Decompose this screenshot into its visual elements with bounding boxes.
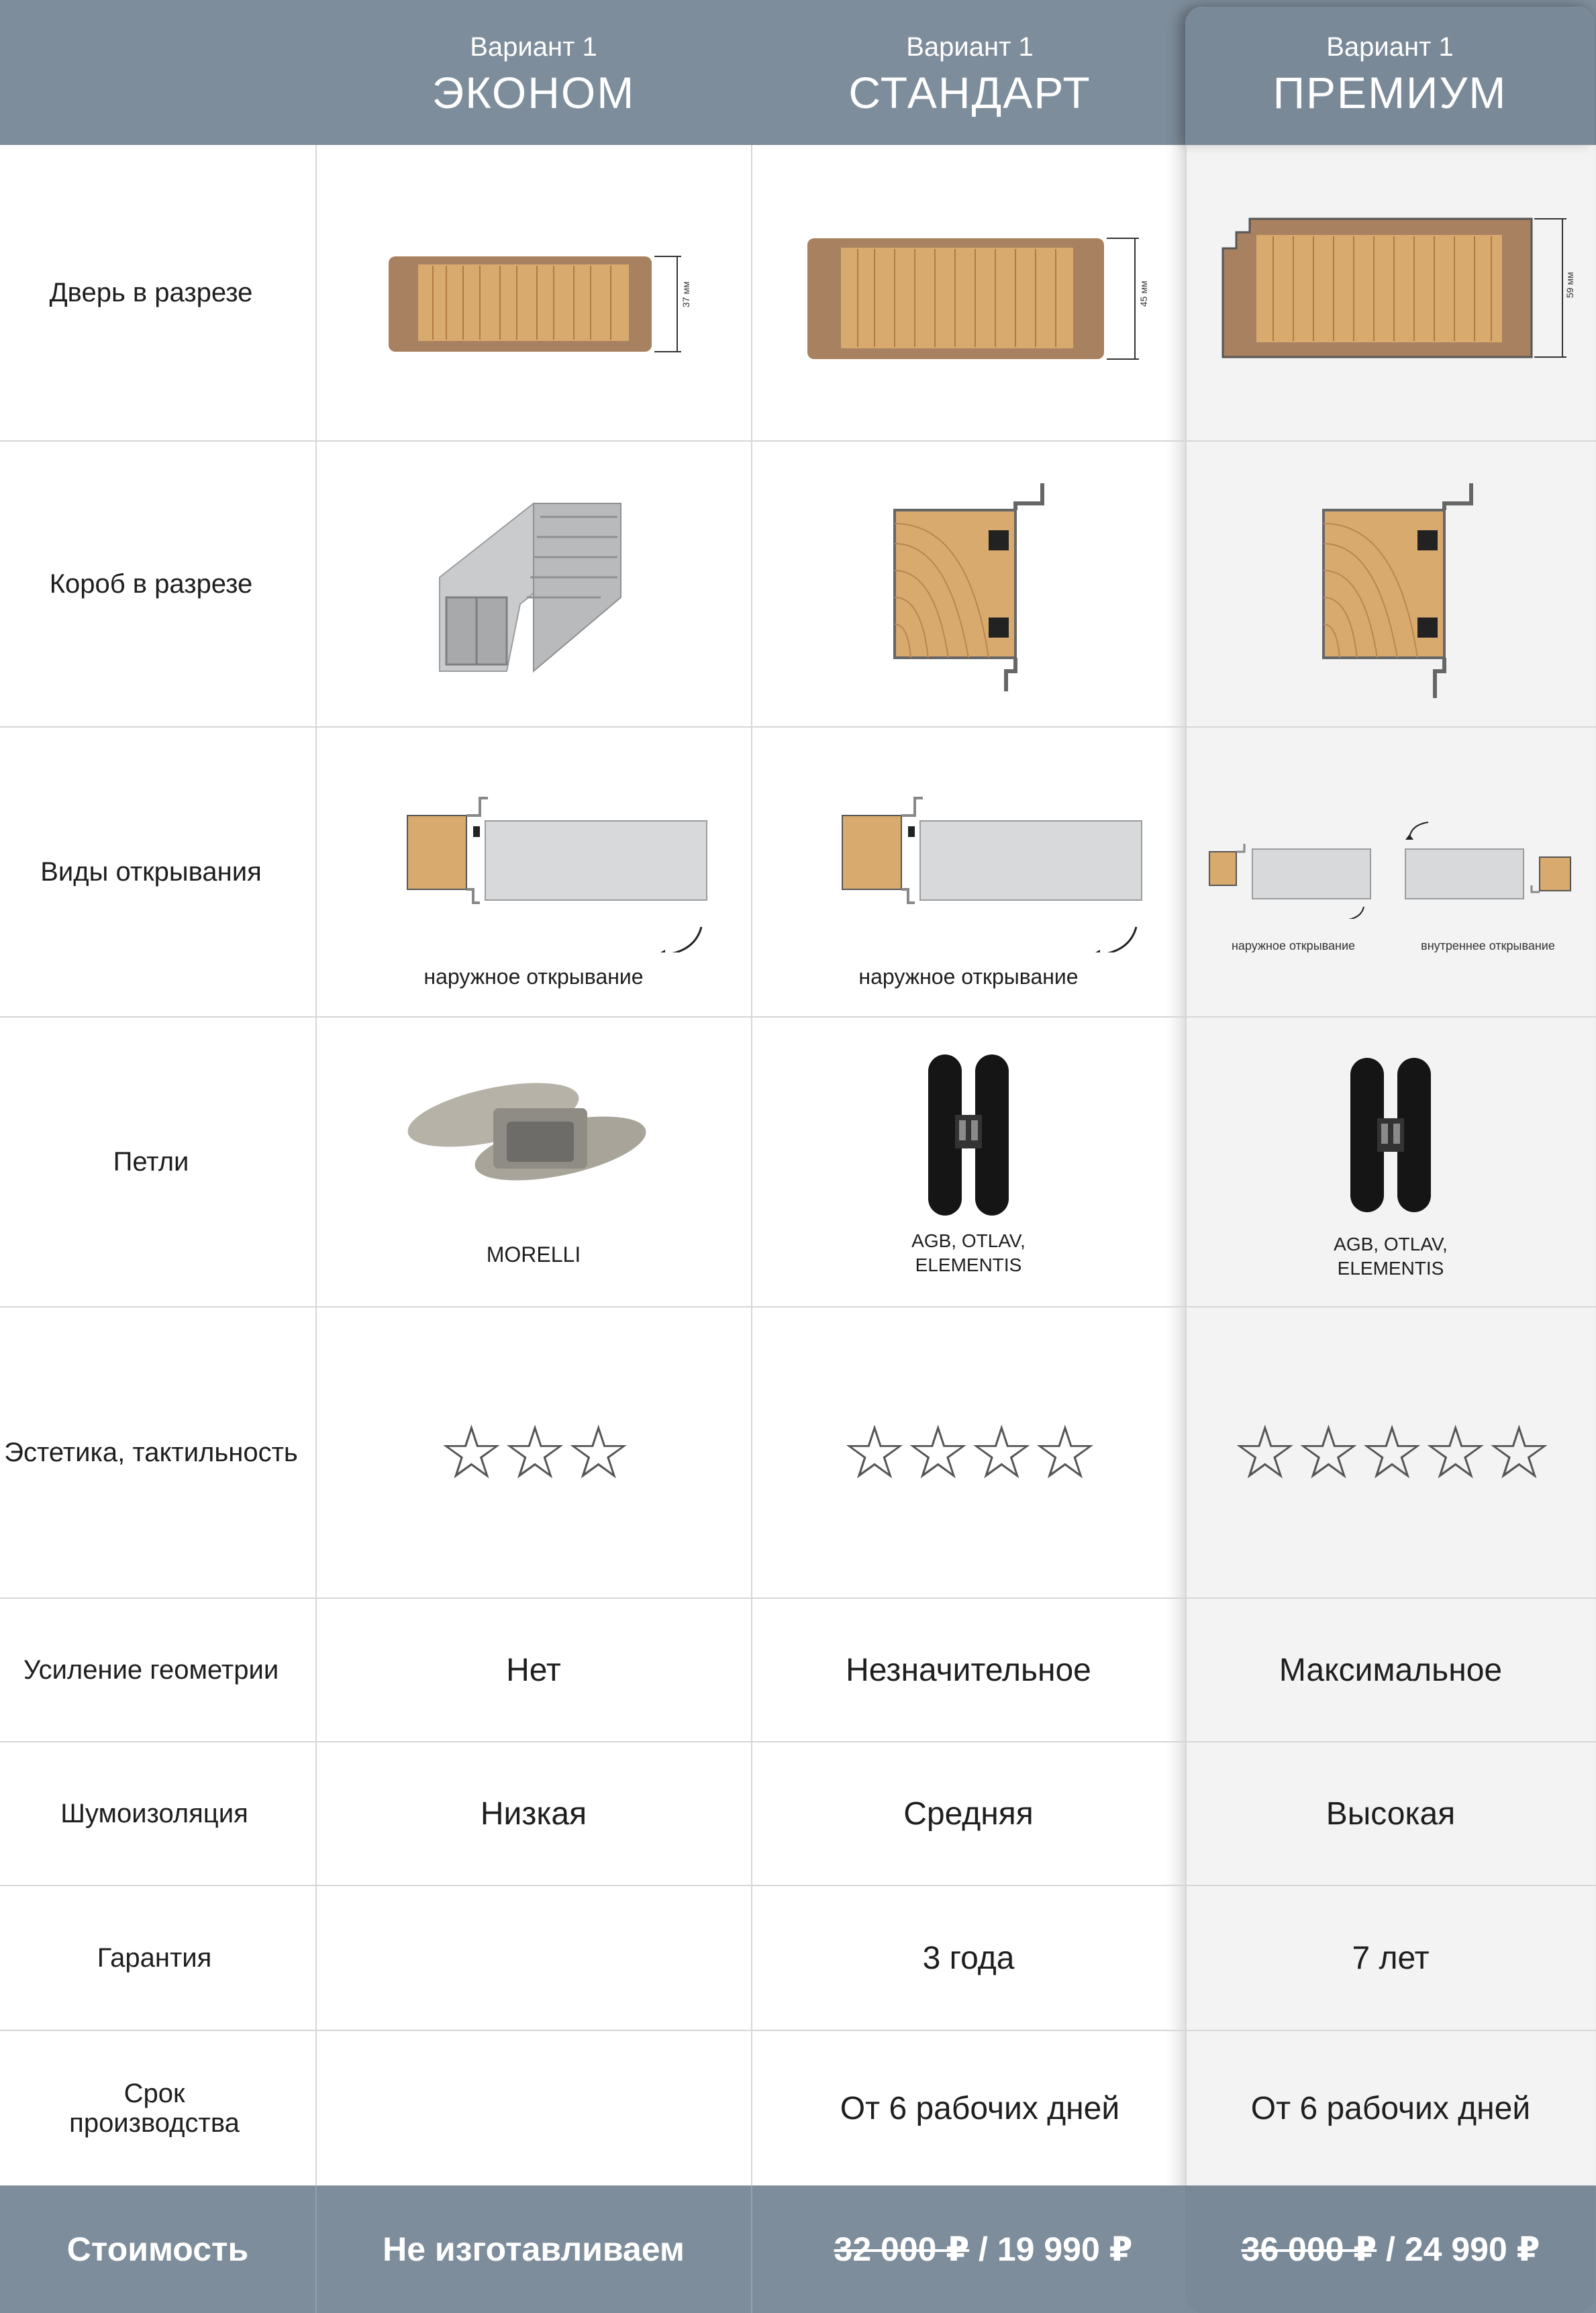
opening-standard-caption: наружное открывание <box>858 965 1079 989</box>
hinge-premium-caption: AGB, OTLAV, ELEMENTIS <box>1334 1234 1448 1279</box>
hinge-econom-block <box>393 1048 675 1276</box>
wood-frame-section-image <box>1290 463 1491 705</box>
warranty-econom <box>315 1886 752 2030</box>
price-econom: Не изготавливаем <box>383 2230 685 2268</box>
price-premium-new: 24 990 ₽ <box>1404 2230 1540 2268</box>
hinge-standard-block <box>854 1041 1083 1283</box>
star-icon: ☆ <box>1422 1412 1486 1494</box>
rating-stars-premium <box>1187 1308 1595 1597</box>
row-label-opening: Виды открывания <box>40 857 262 887</box>
door-section-premium-image <box>1196 205 1585 380</box>
hinge-icon <box>1277 1038 1505 1212</box>
star-icon: ☆ <box>438 1412 502 1494</box>
header-premium <box>1185 0 1595 145</box>
rating-stars-standard <box>752 1308 1185 1597</box>
header-premium-title: ПРЕМИУМ <box>1273 68 1507 117</box>
price-separator: / <box>1377 2230 1405 2268</box>
rating-stars-econom <box>315 1308 752 1597</box>
star-icon: ☆ <box>841 1412 905 1494</box>
price-standard <box>752 2185 1215 2313</box>
door-section-standard-image <box>774 215 1163 370</box>
row-label-noise: Шумоизоляция <box>60 1799 248 1828</box>
header-premium-subtitle: Вариант 1 <box>1326 32 1454 62</box>
door-section-premium <box>1187 145 1595 440</box>
star-icon: ☆ <box>1295 1412 1359 1494</box>
price-standard-new: 19 990 ₽ <box>997 2230 1133 2268</box>
door-dim-econom: 37 мм <box>681 281 691 307</box>
star-icon: ☆ <box>1358 1412 1423 1494</box>
row-label-warranty: Гарантия <box>97 1943 212 1973</box>
noise-premium: Высокая <box>1326 1795 1456 1832</box>
opening-scheme <box>1196 785 1585 919</box>
price-label: Стоимость <box>66 2230 249 2268</box>
hinge-econom <box>315 1018 752 1306</box>
frame-section-standard <box>752 442 1185 726</box>
hinge-premium-block <box>1277 1038 1505 1286</box>
opening-premium-outer-caption: наружное открывание <box>1231 939 1356 952</box>
star-icon: ☆ <box>1232 1412 1296 1494</box>
opening-econom-caption: наружное открывание <box>423 965 644 989</box>
star-icon: ☆ <box>968 1412 1032 1494</box>
production-standard: От 6 рабочих дней <box>840 2090 1120 2126</box>
star-icon: ☆ <box>565 1412 629 1494</box>
star-icon: ☆ <box>1485 1412 1550 1494</box>
opening-premium <box>1187 728 1595 1016</box>
production-econom <box>315 2031 752 2185</box>
header-standard <box>752 0 1188 145</box>
warranty-standard: 3 года <box>922 1940 1015 1976</box>
geometry-econom: Нет <box>506 1652 561 1688</box>
opening-econom-diagram <box>346 751 721 993</box>
row-label-frame-section: Короб в разрезе <box>49 569 253 599</box>
header-econom-subtitle: Вариант 1 <box>470 32 597 62</box>
door-section-econom-image <box>346 226 721 360</box>
hinge-standard <box>752 1018 1185 1306</box>
opening-premium-inner-caption: внутреннее открывание <box>1421 939 1555 952</box>
wood-frame-section-image <box>868 470 1069 698</box>
star-icon: ☆ <box>905 1412 968 1494</box>
frame-section-econom <box>315 442 752 726</box>
row-label-hinges: Петли <box>113 1147 189 1177</box>
aluminium-profile-image <box>399 477 668 691</box>
geometry-standard: Незначительное <box>846 1652 1091 1688</box>
frame-section-premium <box>1187 442 1595 726</box>
door-dim-premium: 59 мм <box>1564 272 1575 298</box>
opening-standard-diagram <box>781 751 1156 993</box>
row-label-door-section: Дверь в разрезе <box>49 278 253 307</box>
warranty-premium: 7 лет <box>1352 1940 1430 1976</box>
door-section-econom <box>315 145 752 440</box>
header-standard-subtitle: Вариант 1 <box>906 32 1034 62</box>
hinge-icon <box>854 1041 1083 1216</box>
opening-scheme <box>781 751 1156 952</box>
row-label-aesthetics: Эстетика, тактильность <box>4 1438 298 1467</box>
header-econom <box>315 0 752 145</box>
production-premium: От 6 рабочих дней <box>1250 2090 1531 2126</box>
hinge-econom-caption: MORELLI <box>486 1242 581 1267</box>
noise-econom: Низкая <box>480 1795 587 1832</box>
price-premium <box>1187 2185 1595 2313</box>
hinge-icon <box>393 1048 675 1222</box>
geometry-premium: Максимальное <box>1279 1652 1503 1688</box>
row-label-production: Срок производства <box>69 2079 240 2138</box>
header-econom-title: ЭКОНОМ <box>432 68 636 117</box>
row-label-geometry: Усиление геометрии <box>23 1655 279 1685</box>
opening-scheme <box>346 751 721 952</box>
header-standard-title: СТАНДАРТ <box>848 68 1091 117</box>
noise-standard: Средняя <box>903 1795 1034 1832</box>
price-standard-old: 32 000 ₽ <box>834 2230 970 2268</box>
star-icon: ☆ <box>501 1412 566 1494</box>
hinge-premium <box>1187 1018 1595 1306</box>
opening-econom <box>315 728 752 1016</box>
door-section-standard <box>752 145 1185 440</box>
star-icon: ☆ <box>1032 1412 1096 1494</box>
door-dim-standard: 45 мм <box>1138 281 1149 307</box>
price-separator: / <box>969 2230 997 2268</box>
price-premium-old: 36 000 ₽ <box>1241 2230 1377 2268</box>
opening-standard <box>752 728 1185 1016</box>
opening-premium-diagram <box>1196 785 1585 959</box>
hinge-standard-caption: AGB, OTLAV, ELEMENTIS <box>911 1230 1026 1275</box>
